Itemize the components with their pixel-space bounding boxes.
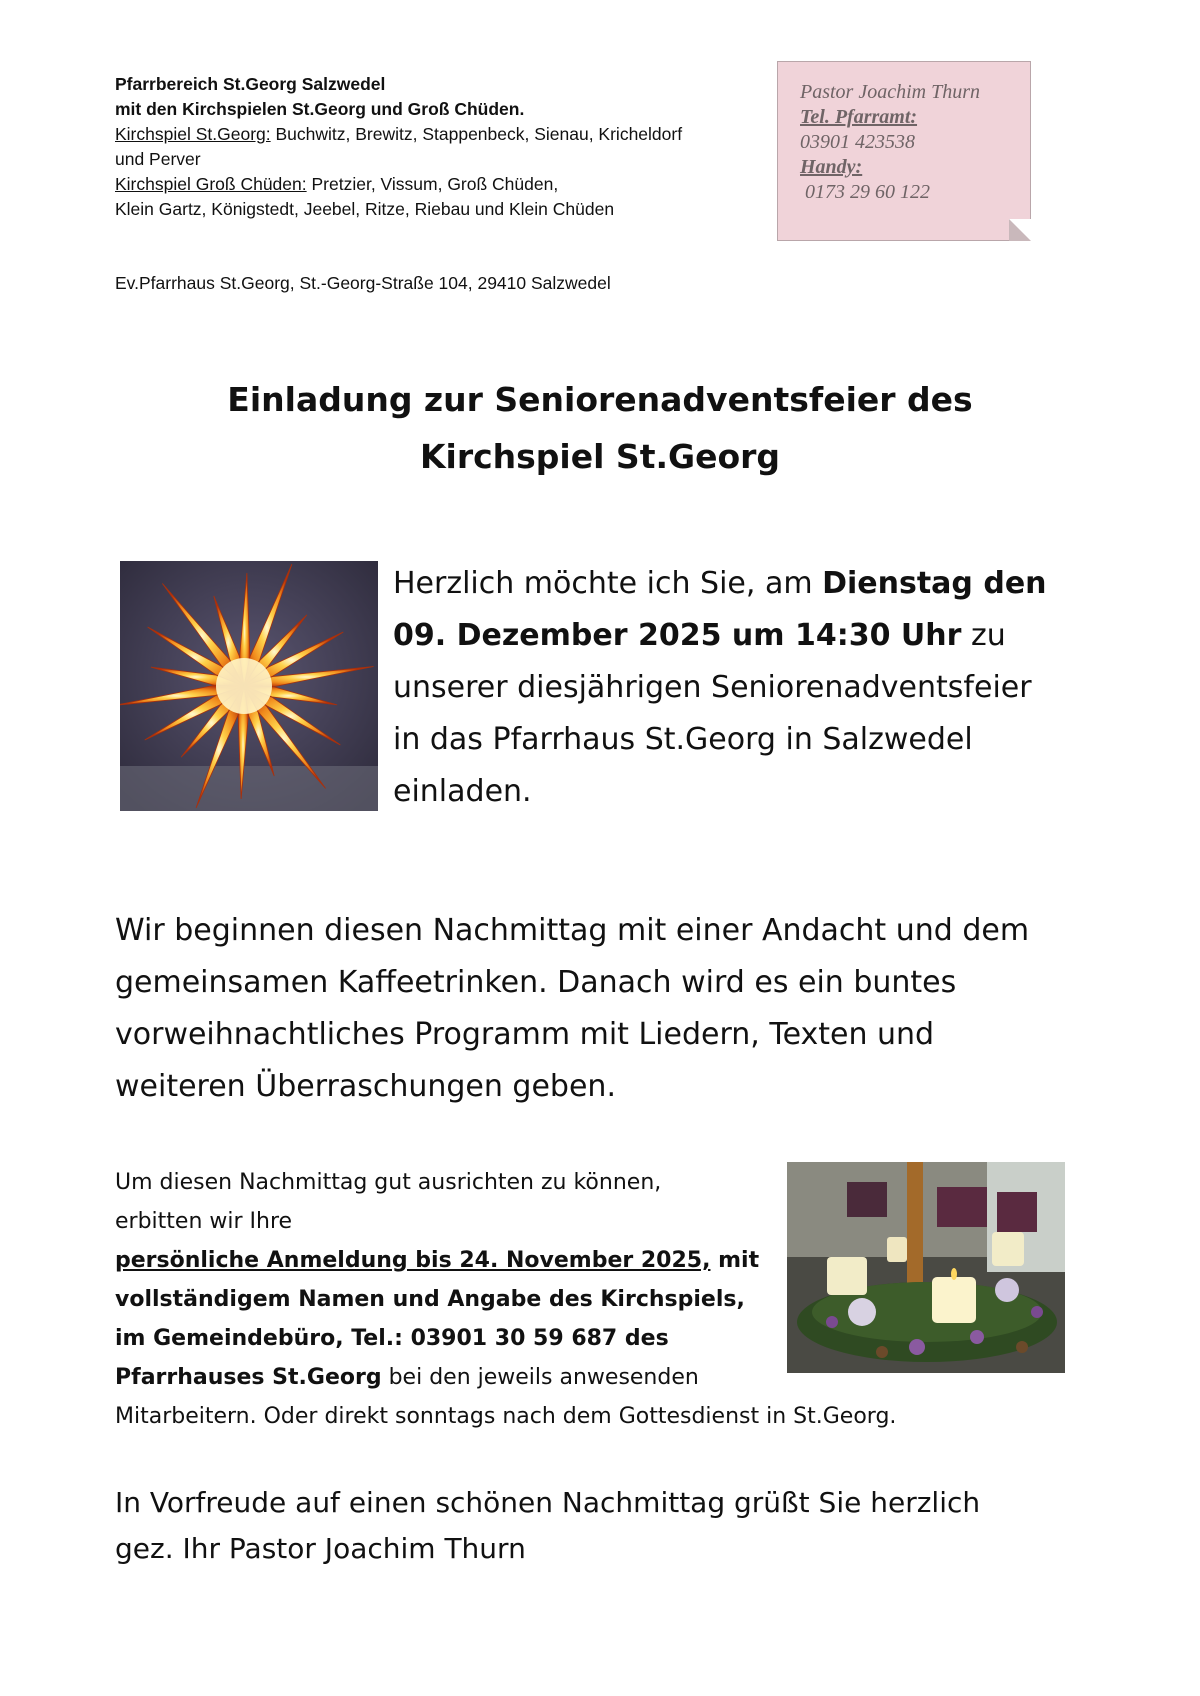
invitation-intro: [393, 558, 1073, 818]
registration-phone: im Gemeindebüro, Tel.: 03901 30 59 687 des: [115, 1326, 669, 1351]
program-line: weiteren Überraschungen geben.: [115, 1069, 616, 1104]
office-phone-label: Tel. Pfarramt:: [800, 106, 918, 128]
kirchspiel-gross-chueden-label: Kirchspiel Groß Chüden:: [115, 174, 307, 194]
intro-text: Herzlich möchte ich Sie, am: [393, 566, 823, 601]
kirchspiel-st-georg: [115, 122, 755, 147]
registration-line: Um diesen Nachmittag gut ausrichten zu können,: [115, 1170, 662, 1195]
intro-line: in das Pfarrhaus St.Georg in Salzwedel: [393, 722, 973, 757]
kirchspiel-gross-chueden-places-cont: Klein Gartz, Königstedt, Jeebel, Ritze, Riebau und Klein Chüden: [115, 199, 615, 219]
intro-line: [393, 610, 1073, 662]
letterhead: [115, 72, 755, 222]
mobile-phone: 0173 29 60 122: [800, 181, 930, 203]
registration-text: bei den jeweils anwesenden: [381, 1365, 699, 1390]
parish-name: Pfarrbereich St.Georg Salzwedel: [115, 74, 386, 94]
intro-line: [393, 558, 1073, 610]
program-line: Wir beginnen diesen Nachmittag mit einer Andacht und dem: [115, 913, 1030, 948]
note-corner-fold: [1009, 219, 1031, 241]
registration-line: [115, 1358, 896, 1397]
intro-date-day: Dienstag den: [822, 566, 1047, 601]
signature: gez. Ihr Pastor Joachim Thurn: [115, 1532, 526, 1565]
advent-wreath-photo: [787, 1162, 1065, 1373]
parish-subtitle: mit den Kirchspielen St.Georg und Groß Chüden.: [115, 99, 525, 119]
advent-star-photo: [120, 561, 378, 811]
intro-text: zu: [961, 618, 1006, 653]
intro-date-time: 09. Dezember 2025 um 14:30 Uhr: [393, 618, 962, 653]
kirchspiel-gross-chueden: [115, 172, 755, 197]
kirchspiel-st-georg-label: Kirchspiel St.Georg:: [115, 124, 271, 144]
kirchspiel-st-georg-places-cont: und Perver: [115, 149, 201, 169]
registration-line: erbitten wir Ihre: [115, 1209, 293, 1234]
intro-line: einladen.: [393, 774, 532, 809]
closing: [115, 1480, 980, 1572]
kirchspiel-gross-chueden-places: Pretzier, Vissum, Groß Chüden,: [306, 174, 559, 194]
registration-deadline: persönliche Anmeldung bis 24. November 2025,: [115, 1248, 711, 1273]
registration-paragraph: [115, 1163, 896, 1436]
registration-place: Pfarrhauses St.Georg: [115, 1365, 382, 1390]
kirchspiel-st-georg-places: Buchwitz, Brewitz, Stappenbeck, Sienau, Kricheldorf: [270, 124, 683, 144]
program-paragraph: [115, 905, 1029, 1113]
pastor-name: Pastor Joachim Thurn: [800, 81, 980, 103]
program-line: vorweihnachtliches Programm mit Liedern, Texten und: [115, 1017, 935, 1052]
program-line: gemeinsamen Kaffeetrinken. Danach wird es ein buntes: [115, 965, 957, 1000]
intro-line: unserer diesjährigen Seniorenadventsfeier: [393, 670, 1032, 705]
registration-line: Mitarbeitern. Oder direkt sonntags nach dem Gottesdienst in St.Georg.: [115, 1404, 897, 1429]
registration-line: [115, 1241, 896, 1280]
invitation-title-line2: Kirchspiel St.Georg: [419, 437, 781, 476]
mobile-phone-label: Handy:: [800, 156, 863, 178]
registration-line: vollständigem Namen und Angabe des Kirchspiels,: [115, 1287, 745, 1312]
registration-text: mit: [710, 1248, 760, 1273]
closing-greeting: In Vorfreude auf einen schönen Nachmittag grüßt Sie herzlich: [115, 1486, 981, 1519]
contact-note: [777, 61, 1031, 241]
office-phone: 03901 423538: [800, 131, 915, 153]
invitation-title-line1: Einladung zur Seniorenadventsfeier des: [227, 380, 973, 419]
parish-address: Ev.Pfarrhaus St.Georg, St.-Georg-Straße 104, 29410 Salzwedel: [115, 273, 611, 293]
